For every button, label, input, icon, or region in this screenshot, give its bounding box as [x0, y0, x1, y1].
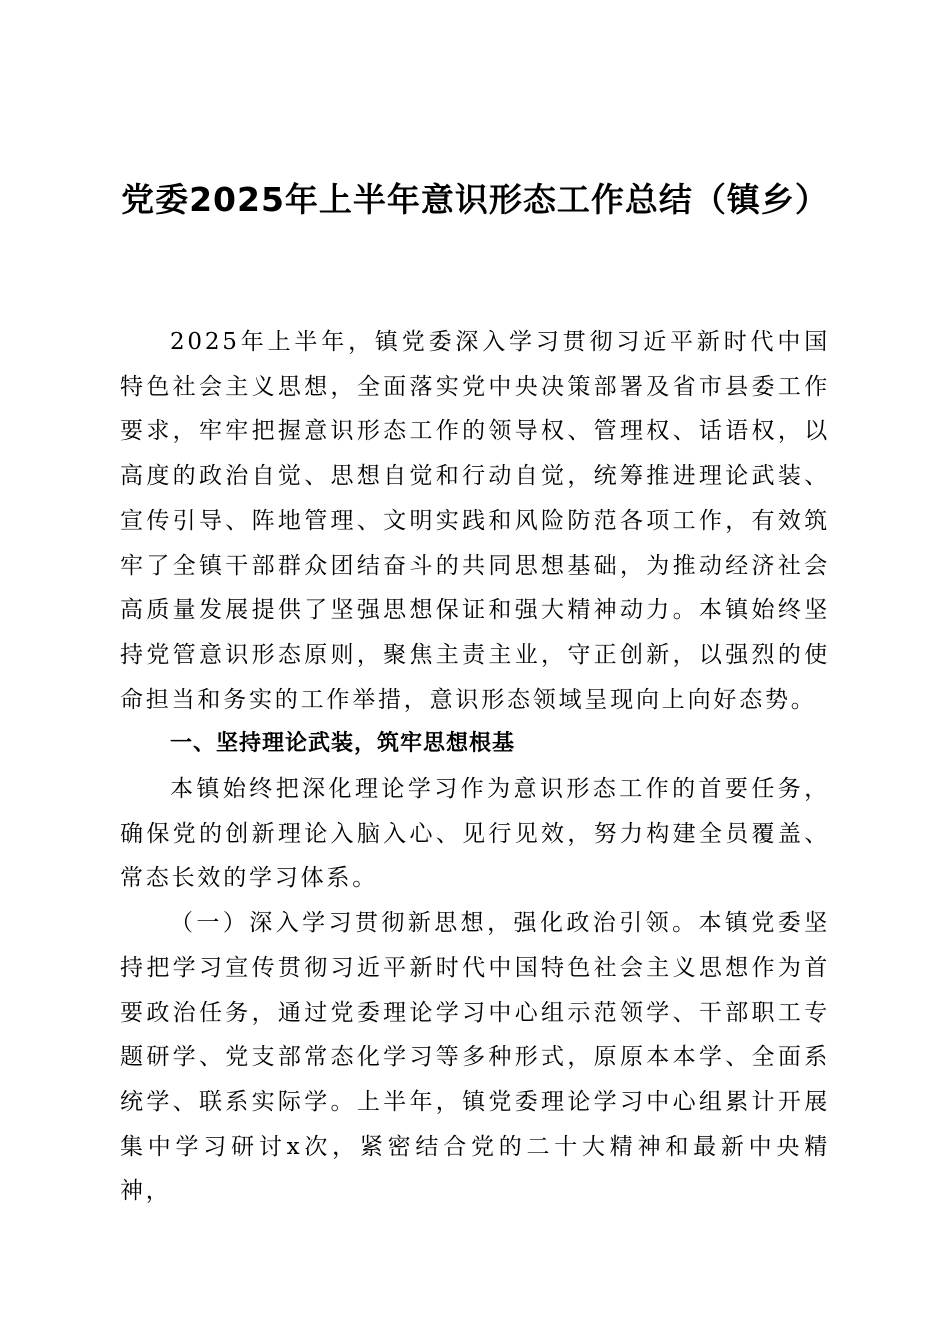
subsection-1-paragraph: （一）深入学习贯彻新思想，强化政治引领。本镇党委坚持把学习宣传贯彻习近平新时代中国特色社会主义思想作为首要政治任务，通过党委理论学习中心组示范领学、干部职工专题研学、党支部常态化学习等多种形式，原原本本学、全面系统学、联系实际学。上半年，镇党委理论学习中心组累计开展集中学习研讨x次，紧密结合党的二十大精神和最新中央精神，	[120, 910, 830, 1205]
section-heading-1: 一、坚持理论武装，筑牢思想根基	[170, 731, 516, 757]
document-title: 党委2025年上半年意识形态工作总结（镇乡）	[121, 180, 829, 219]
intro-paragraph: 2025年上半年，镇党委深入学习贯彻习近平新时代中国特色社会主义思想，全面落实党中央决策部署及省市县委工作要求，牢牢把握意识形态工作的领导权、管理权、话语权，以高度的政治自觉、思想自觉和行动自觉，统筹推进理论武装、宣传引导、阵地管理、文明实践和风险防范各项工作，有效筑牢了全镇干部群众团结奋斗的共同思想基础，为推动经济社会高质量发展提供了坚强思想保证和强大精神动力。本镇始终坚持党管意识形态原则，聚焦主责主业，守正创新，以强烈的使命担当和务实的工作举措，意识形态领域呈现向上向好态势。	[120, 329, 830, 713]
document-body	[120, 320, 830, 1214]
section-1-intro-paragraph: 本镇始终把深化理论学习作为意识形态工作的首要任务，确保党的创新理论入脑入心、见行见效，努力构建全员覆盖、常态长效的学习体系。	[120, 776, 830, 892]
